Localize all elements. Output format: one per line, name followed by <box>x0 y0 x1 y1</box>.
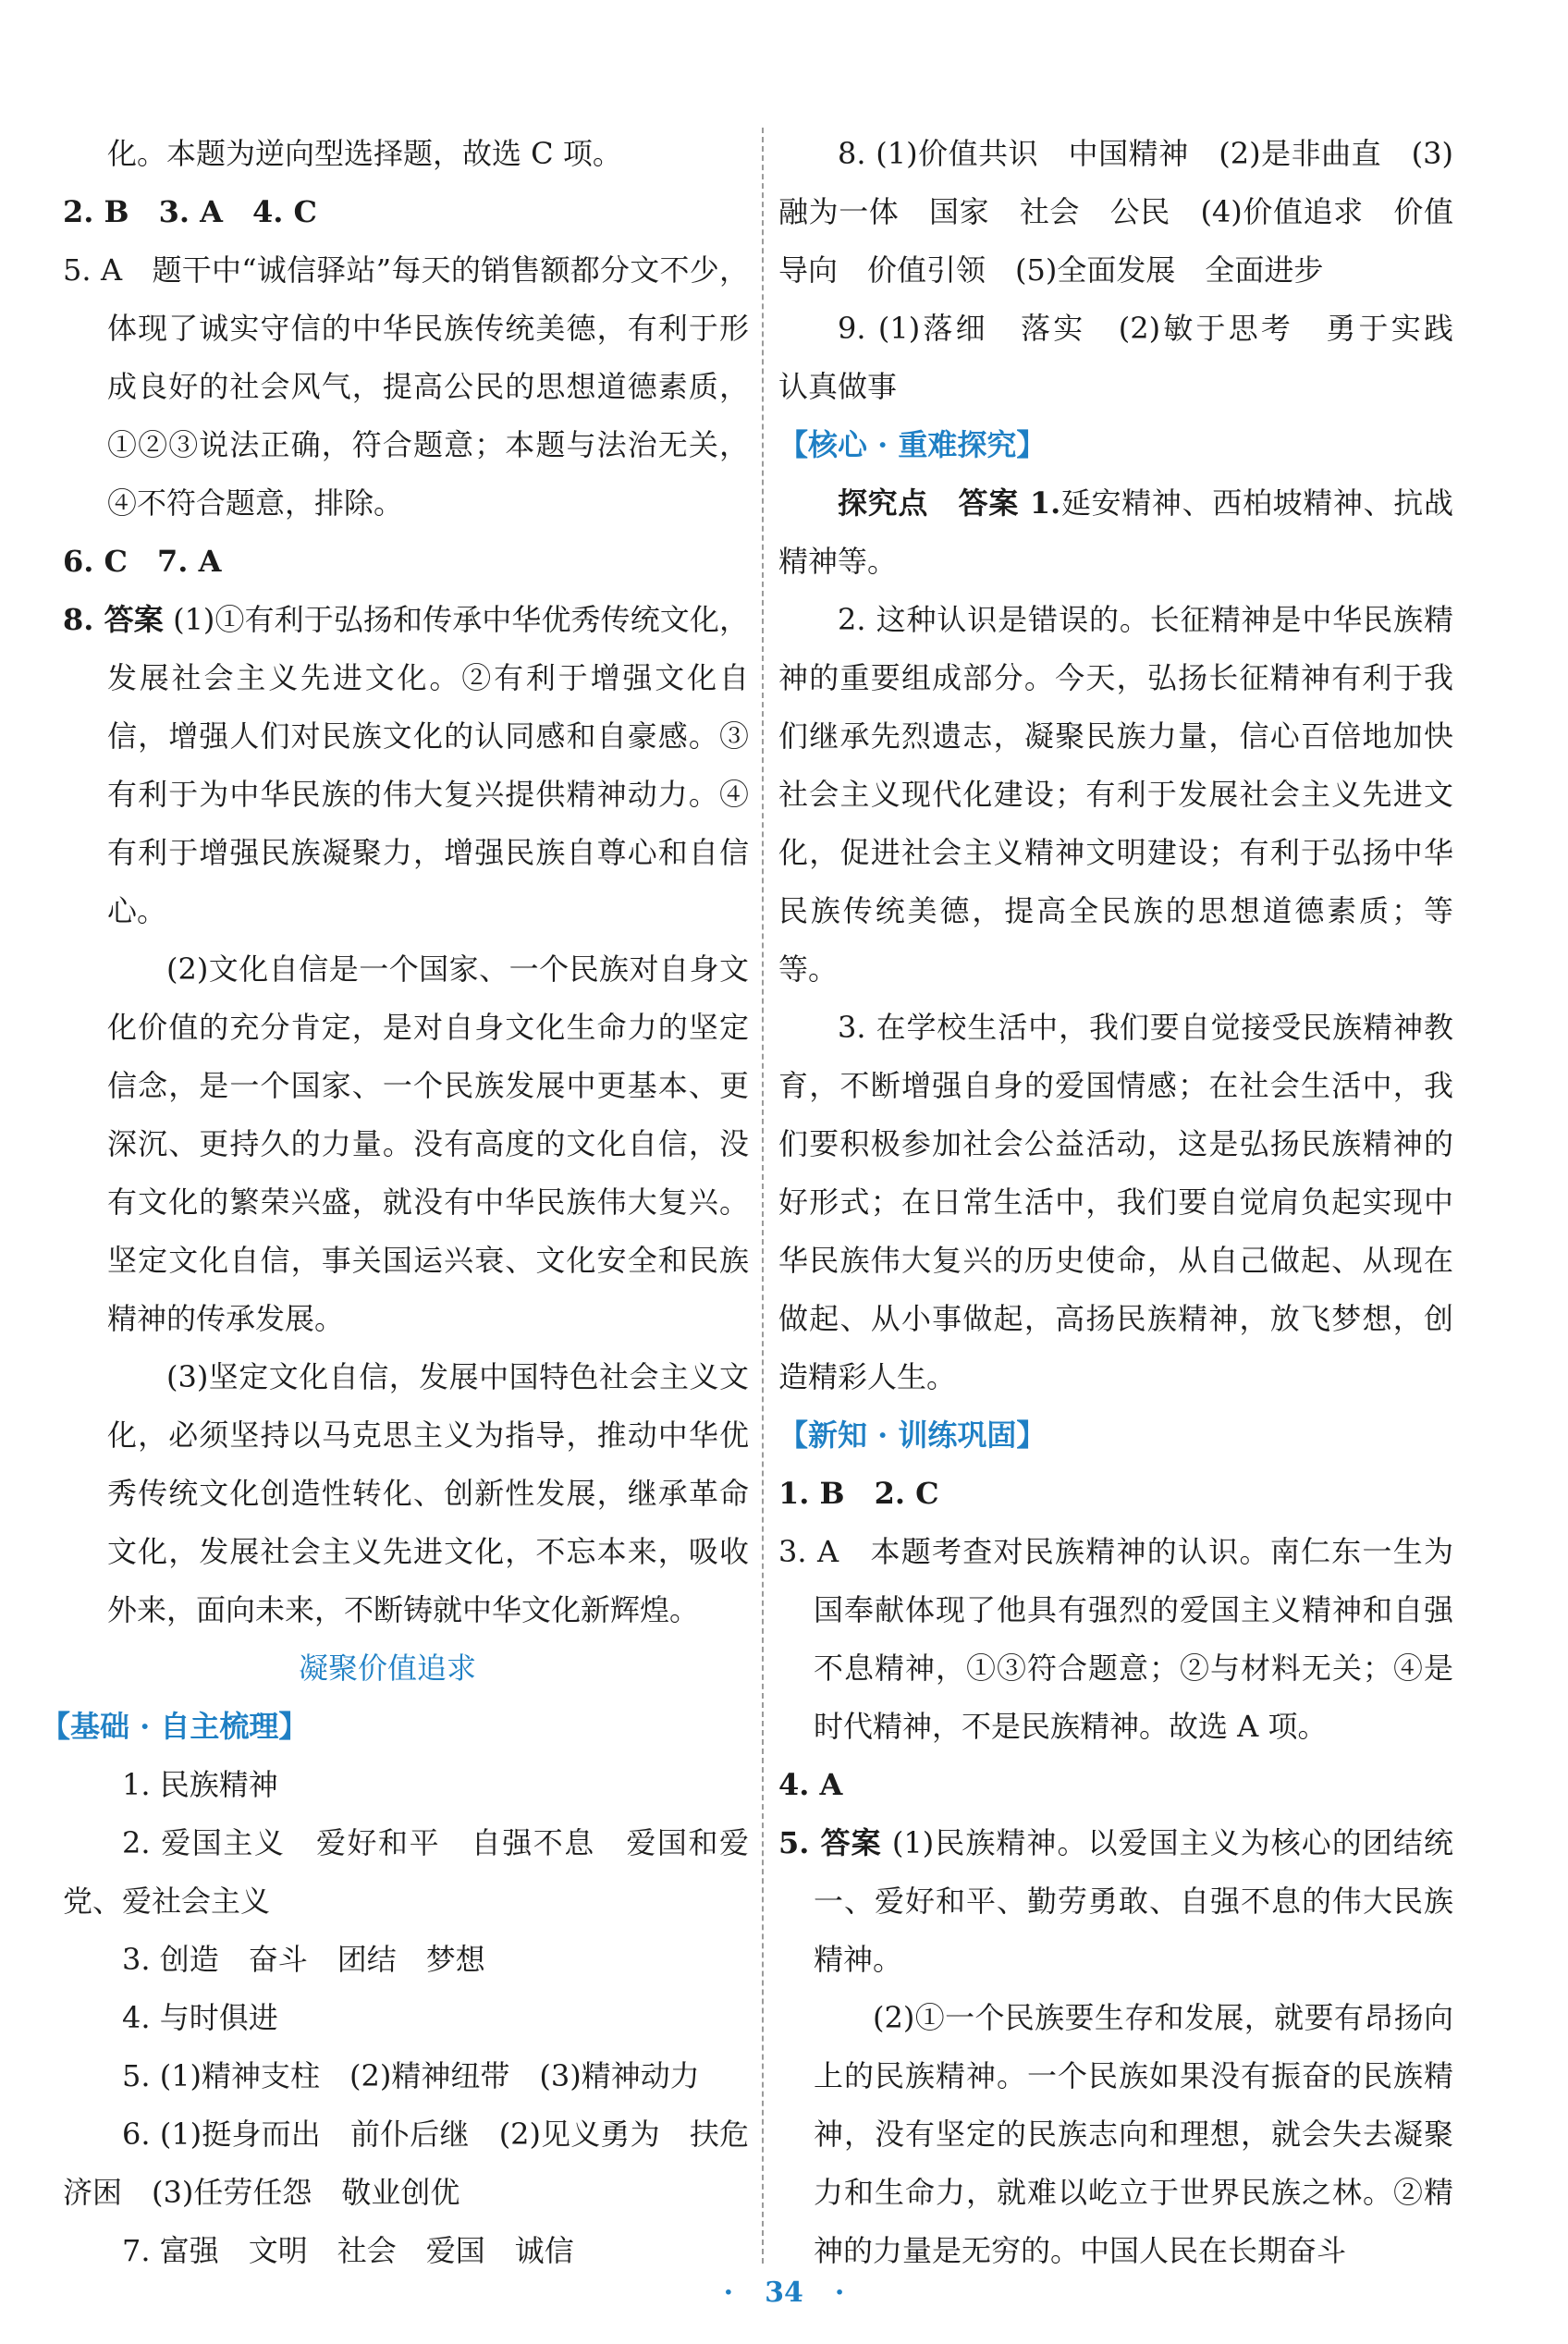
answer-item <box>63 591 749 940</box>
section-heading: 【基础 · 自主梳理】 <box>41 1709 309 1744</box>
section-subtitle: 凝聚价值追求 <box>298 1651 476 1686</box>
answer-line: 6. C 7. A <box>63 544 222 579</box>
answer-paragraph: (2)①一个民族要生存和发展，就要有昂扬向上的民族精神。一个民族如果没有振奋的民族精神，没有坚定的民族志向和理想，就会失去凝聚力和生命力，就难以屹立于世界民族之林。②精神的力量是无穷的。中国人民在长期奋斗 <box>814 2000 1453 2268</box>
page-footer <box>0 2277 1568 2309</box>
answer-body: (1)民族精神。以爱国主义为核心的团结统一、爱好和平、勤劳勇敢、自强不息的伟大民族精神。 <box>814 1825 1453 1977</box>
answer-line: 8. (1)价值共识 中国精神 (2)是非曲直 (3)融为一体 国家 社会 公民 (4)价值追求 价值导向 价值引领 (5)全面发展 全面进步 <box>778 136 1453 288</box>
page-number: 34 <box>765 2277 803 2309</box>
footer-dot: · <box>723 2277 734 2309</box>
section-heading: 【核心 · 重难探究】 <box>778 427 1047 462</box>
answer-line: 2. B 3. A 4. C <box>63 194 317 229</box>
answer-line: 4. A <box>778 1767 843 1802</box>
answer-item <box>778 474 1453 591</box>
answer-body: (1)①有利于弘扬和传承中华优秀传统文化，发展社会主义先进文化。②有利于增强文化自信，增强人们对民族文化的认同感和自豪感。③有利于为中华民族的伟大复兴提供精神动力。④有利于增强民族凝聚力，增强民族自尊心和自信心。 <box>107 602 749 928</box>
answer-item: 3. A 本题考查对民族精神的认识。南仁东一生为国奉献体现了他具有强烈的爱国主义精神和自强不息精神，①③符合题意；②与材料无关；④是时代精神，不是民族精神。故选 A 项。 <box>778 1534 1453 1744</box>
answer-line: 2. 爱国主义 爱好和平 自强不息 爱国和爱党、爱社会主义 <box>63 1825 749 1919</box>
answer-body: 延安精神、西柏坡精神、抗战精神等。 <box>778 485 1453 579</box>
answer-item <box>778 1814 1453 1989</box>
answer-line: 1. B 2. C <box>778 1476 939 1511</box>
answer-paragraph: (3)坚定文化自信，发展中国特色社会主义文化，必须坚持以马克思主义为指导，推动中华优秀传统文化创造性转化、创新性发展，继承革命文化，发展社会主义先进文化，不忘本来，吸收外来，面向未来，不断铸就中华文化新辉煌。 <box>107 1359 749 1627</box>
answer-line: 6. (1)挺身而出 前仆后继 (2)见义勇为 扶危济困 (3)任劳任怨 敬业创优 <box>63 2117 749 2210</box>
answer-text: 化。本题为逆向型选择题，故选 C 项。 <box>107 136 622 171</box>
answer-paragraph: 3. 在学校生活中，我们要自觉接受民族精神教育，不断增强自身的爱国情感；在社会生活中，我们要积极参加社会公益活动，这是弘扬民族精神的好形式；在日常生活中，我们要自觉肩负起实现中华民族伟大复兴的历史使命，从自己做起、从现在做起、从小事做起，高扬民族精神，放飞梦想，创造精彩人生。 <box>778 1010 1453 1394</box>
answer-line: 9. (1)落细 落实 (2)敏于思考 勇于实践 认真做事 <box>778 311 1484 404</box>
left-column <box>41 125 749 2280</box>
answer-label: 探究点 答案 1. <box>838 485 1061 521</box>
answer-line: 1. 民族精神 <box>122 1767 278 1802</box>
answer-line: 5. (1)精神支柱 (2)精神纽带 (3)精神动力 <box>122 2058 700 2093</box>
column-divider <box>762 128 764 2264</box>
answer-line: 7. 富强 文明 社会 爱国 诚信 <box>122 2233 574 2268</box>
answer-line: 3. 创造 奋斗 团结 梦想 <box>122 1942 485 1977</box>
answer-label: 5. 答案 <box>778 1825 882 1860</box>
answer-label: 8. 答案 <box>63 602 164 637</box>
section-heading: 【新知 · 训练巩固】 <box>778 1417 1047 1453</box>
answer-item: 5. A 题干中“诚信驿站”每天的销售额都分文不少，体现了诚实守信的中华民族传统美德，有利于形成良好的社会风气，提高公民的思想道德素质，①②③说法正确，符合题意；本题与法治无关，④不符合题意，排除。 <box>63 252 749 521</box>
answer-line: 4. 与时俱进 <box>122 2000 278 2035</box>
footer-dot: · <box>834 2277 845 2309</box>
right-column <box>778 125 1484 2280</box>
answer-paragraph: 2. 这种认识是错误的。长征精神是中华民族精神的重要组成部分。今天，弘扬长征精神有利于我们继承先烈遗志，凝聚民族力量，信心百倍地加快社会主义现代化建设；有利于发展社会主义先进文化，促进社会主义精神文明建设；有利于弘扬中华民族传统美德，提高全民族的思想道德素质；等等。 <box>778 602 1453 987</box>
answer-paragraph: (2)文化自信是一个国家、一个民族对自身文化价值的充分肯定，是对自身文化生命力的坚定信念，是一个国家、一个民族发展中更基本、更深沉、更持久的力量。没有高度的文化自信，没有文化的繁荣兴盛，就没有中华民族伟大复兴。坚定文化自信，事关国运兴衰、文化安全和民族精神的传承发展。 <box>107 951 749 1336</box>
